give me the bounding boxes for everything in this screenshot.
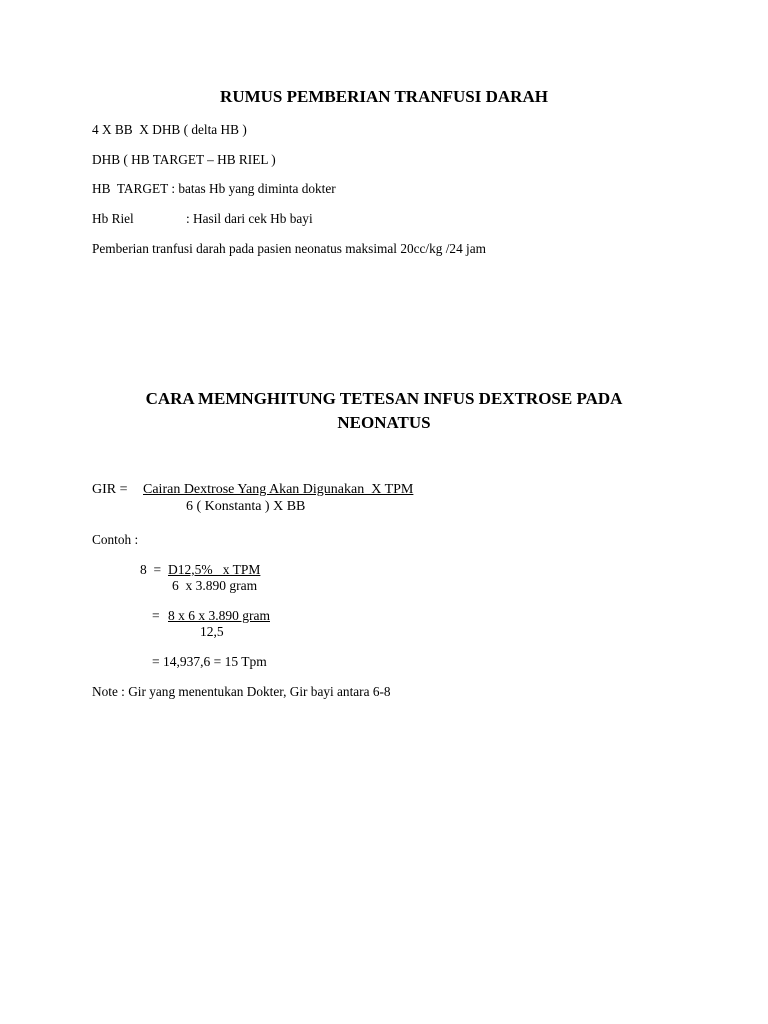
example1-numerator: D12,5% x TPM (168, 562, 261, 577)
hb-riel-label: Hb Riel (92, 211, 134, 226)
example2-numerator: 8 x 6 x 3.890 gram (168, 608, 270, 623)
example1-lhs: 8 = (140, 562, 162, 577)
gir-label: GIR = (92, 482, 128, 497)
gir-numerator: Cairan Dextrose Yang Akan Digunakan X TPM (143, 482, 414, 497)
contoh-label: Contoh : (92, 532, 139, 547)
gir-denominator: 6 ( Konstanta ) X BB (186, 499, 306, 514)
hb-riel-value: : Hasil dari cek Hb bayi (186, 211, 313, 226)
section2-title-line-2: NEONATUS (337, 413, 431, 432)
section1-title: RUMUS PEMBERIAN TRANFUSI DARAH (220, 87, 548, 106)
transfusion-limit-line: Pemberian tranfusi darah pada pasien neonatus maksimal 20cc/kg /24 jam (92, 241, 486, 256)
example1-denominator: 6 x 3.890 gram (172, 578, 258, 593)
formula-line-2: DHB ( HB TARGET – HB RIEL ) (92, 152, 276, 167)
section2-title-line-1: CARA MEMNGHITUNG TETESAN INFUS DEXTROSE PADA (145, 389, 623, 408)
example3-result: = 14,937,6 = 15 Tpm (152, 654, 267, 669)
example2-eq: = (152, 608, 160, 623)
hb-target-line: HB TARGET : batas Hb yang diminta dokter (92, 181, 336, 196)
note-line: Note : Gir yang menentukan Dokter, Gir bayi antara 6-8 (92, 684, 391, 699)
formula-line-1: 4 X BB X DHB ( delta HB ) (92, 122, 247, 137)
example2-denominator: 12,5 (200, 624, 224, 639)
